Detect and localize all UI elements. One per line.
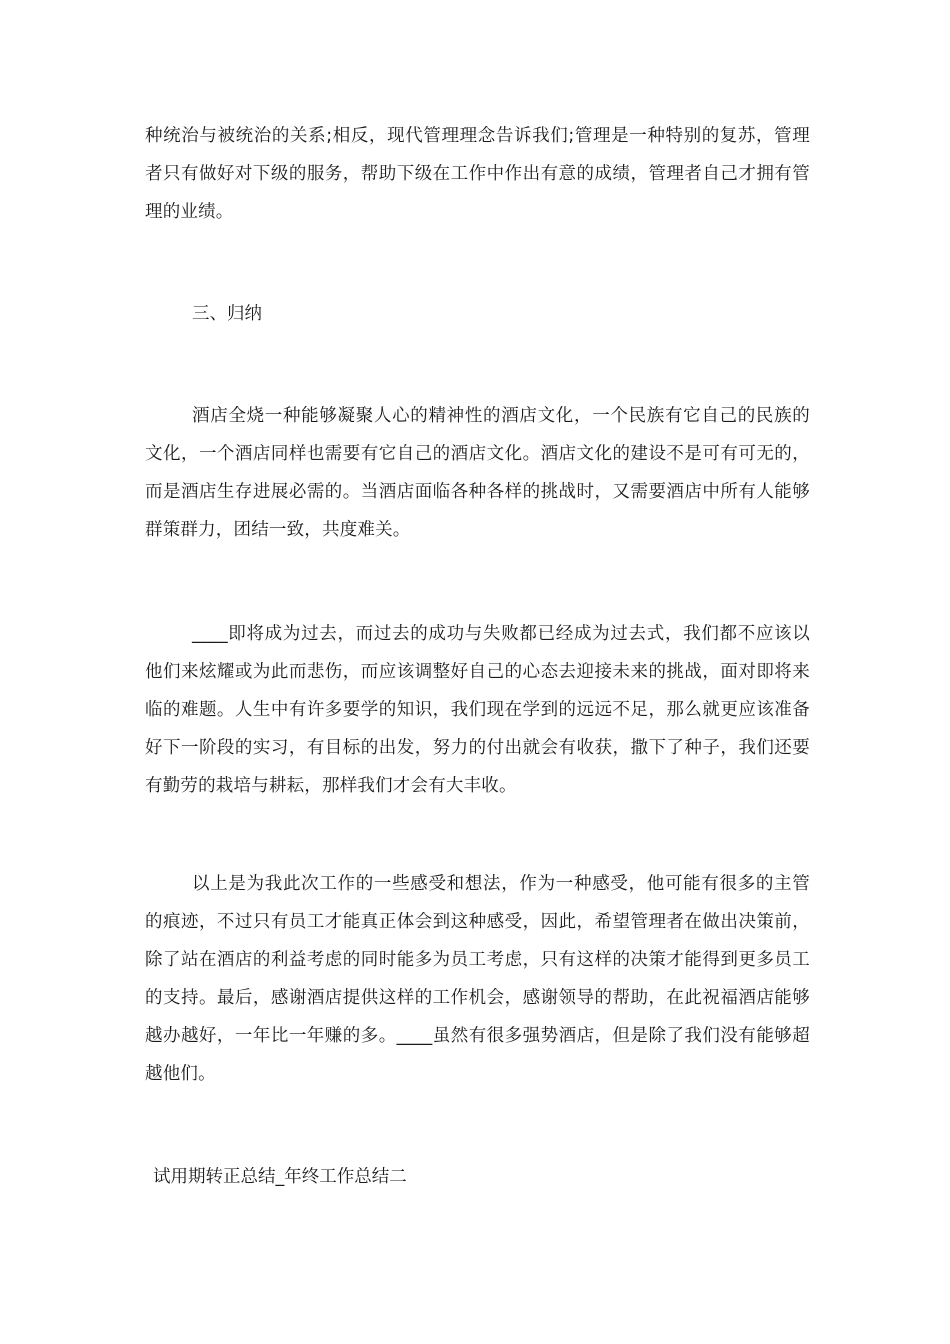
paragraph-looking-forward: ____即将成为过去，而过去的成功与失败都已经成为过去式，我们都不应该以他们来炫耀或为此而悲伤，而应该调整好自己的心态去迎接未来的挑战，面对即将来临的难题。人生中有许多要学的知识，我们现在学到的远远不足，那么就更应该准备好下一阶段的实习，有目标的出发，努力的付出就会有收获，撒下了种子，我们还要有勤劳的栽培与耕耘，那样我们才会有大丰收。 xyxy=(145,624,810,796)
paragraph-continued: 种统治与被统治的关系;相反，现代管理理念告诉我们;管理是一种特别的复苏，管理者只有做好对下级的服务，帮助下级在工作中作出有意的成绩，管理者自己才拥有管理的业绩。 xyxy=(145,126,810,222)
next-article-title: 试用期转正总结_年终工作总结二 xyxy=(153,1167,407,1187)
paragraph-hotel-culture: 酒店全烧一种能够凝聚人心的精神性的酒店文化，一个民族有它自己的民族的文化，一个酒店同样也需要有它自己的酒店文化。酒店文化的建设不是可有可无的，而是酒店生存进展必需的。当酒店面临各种各样的挑战时，又需要酒店中所有人能够群策群力，团结一致，共度难关。 xyxy=(145,406,810,540)
paragraph-closing-thoughts: 以上是为我此次工作的一些感受和想法，作为一种感受，他可能有很多的主管的痕迹，不过只有员工才能真正体会到这种感受，因此，希望管理者在做出决策前，除了站在酒店的利益考虑的同时能多为员工考虑，只有这样的决策才能得到更多员工的支持。最后，感谢酒店提供这样的工作机会，感谢领导的帮助，在此祝福酒店能够越办越好，一年比一年赚的多。____虽然有很多强势酒店，但是除了我们没有能够超越他们。 xyxy=(145,874,810,1084)
section-heading: 三、归纳 xyxy=(192,304,262,324)
